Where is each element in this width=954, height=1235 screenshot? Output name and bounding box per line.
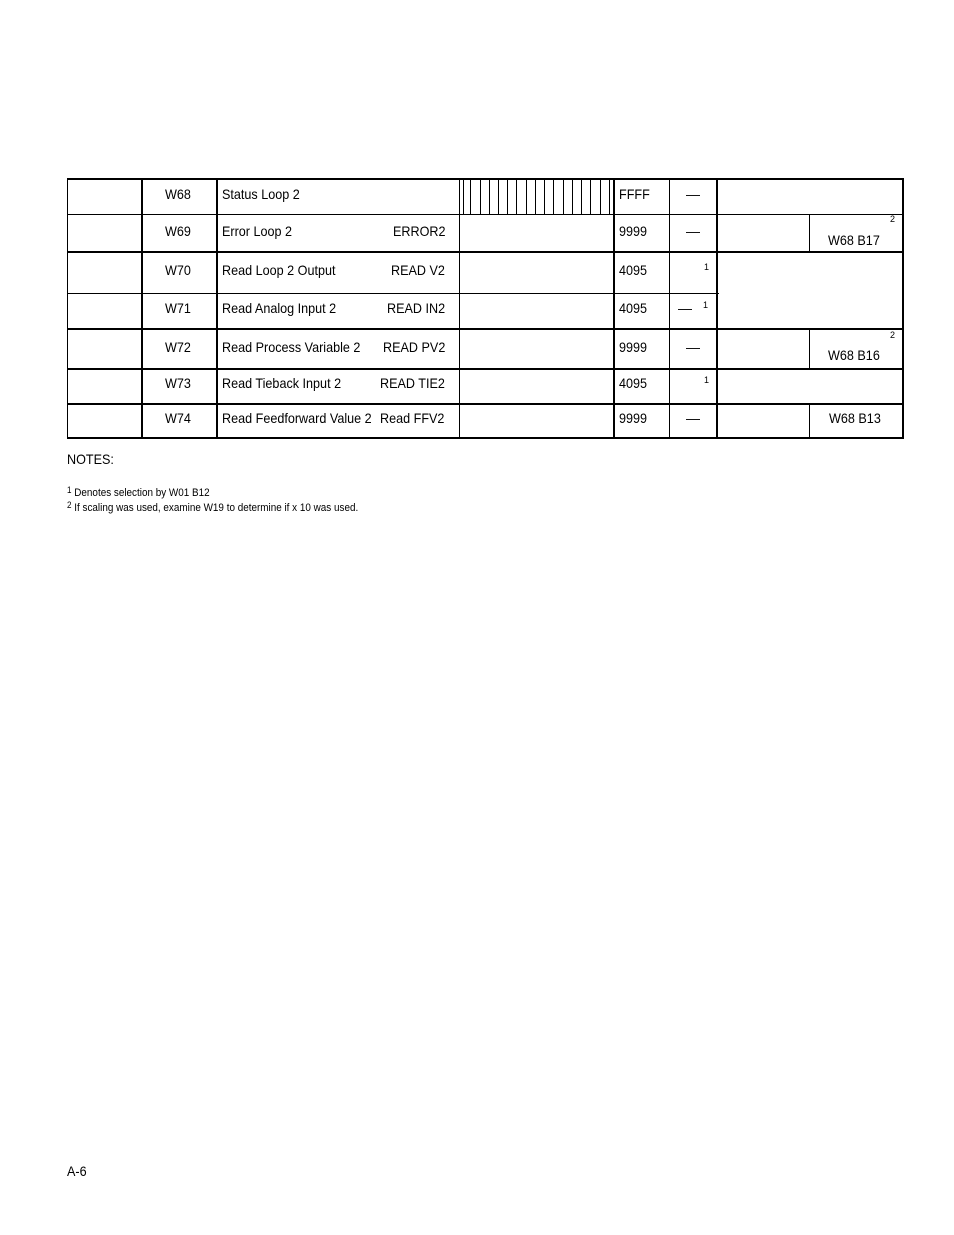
word-address: W71 <box>165 300 191 316</box>
dash-value: –– <box>686 223 701 239</box>
max-value: 9999 <box>619 339 648 355</box>
footnote-text: Denotes selection by W01 B12 <box>74 487 210 499</box>
max-value: FFFF <box>619 186 650 202</box>
dash-value: –– <box>686 186 701 202</box>
footnote-text: If scaling was used, examine W19 to determine if x 10 was used. <box>74 502 359 514</box>
table-rule <box>716 178 718 439</box>
table-rule <box>67 178 68 439</box>
table-rule <box>67 214 904 215</box>
parameter-description: Read Tieback Input 2 <box>222 375 342 391</box>
parameter-description: Read Loop 2 Output <box>222 262 336 278</box>
dash-value: –– <box>686 410 701 426</box>
footnote-item <box>67 484 210 500</box>
dash-value: –– <box>678 300 693 316</box>
command-mnemonic: READ TIE2 <box>380 375 445 391</box>
max-value: 4095 <box>619 375 648 391</box>
parameter-description: Read Feedforward Value 2 <box>222 410 372 426</box>
parameter-description: Read Analog Input 2 <box>222 300 337 316</box>
footnote-number: 1 <box>67 485 72 495</box>
footnote-marker: 2 <box>890 330 896 340</box>
max-value: 4095 <box>619 300 648 316</box>
table-rule <box>809 214 810 252</box>
status-bit-grid <box>463 179 611 214</box>
page-number: A-6 <box>67 1163 87 1179</box>
word-address: W73 <box>165 375 191 391</box>
parameter-description: Error Loop 2 <box>222 223 293 239</box>
table-rule <box>67 293 719 294</box>
command-mnemonic: READ V2 <box>391 262 445 278</box>
parameter-description: Read Process Variable 2 <box>222 339 361 355</box>
table-rule <box>67 403 904 405</box>
table-rule <box>67 328 904 330</box>
footnote-item <box>67 499 358 515</box>
status-bit-reference: W68 B17 <box>828 232 880 248</box>
word-address: W69 <box>165 223 191 239</box>
max-value: 9999 <box>619 410 648 426</box>
footnote-marker: 2 <box>890 214 896 224</box>
status-bit-reference: W68 B13 <box>829 410 881 426</box>
max-value: 4095 <box>619 262 648 278</box>
footnote-marker: 1 <box>704 262 710 272</box>
word-address: W74 <box>165 410 191 426</box>
word-address: W70 <box>165 262 191 278</box>
footnote-marker: 1 <box>704 375 710 385</box>
table-rule <box>809 329 810 369</box>
max-value: 9999 <box>619 223 648 239</box>
word-address: W68 <box>165 186 191 202</box>
table-rule <box>902 178 904 439</box>
command-mnemonic: READ IN2 <box>387 300 446 316</box>
command-mnemonic: Read FFV2 <box>380 410 445 426</box>
notes-heading: NOTES: <box>67 451 114 467</box>
status-bit-reference: W68 B16 <box>828 347 880 363</box>
footnote-marker: 1 <box>703 300 709 310</box>
table-rule <box>809 403 810 439</box>
word-address: W72 <box>165 339 191 355</box>
table-rule <box>459 178 460 439</box>
table-rule <box>669 178 670 439</box>
table-rule <box>613 178 615 439</box>
parameter-description: Status Loop 2 <box>222 186 300 202</box>
table-rule <box>141 178 143 439</box>
table-rule <box>67 368 904 370</box>
command-mnemonic: READ PV2 <box>383 339 446 355</box>
table-rule <box>67 437 904 439</box>
footnote-number: 2 <box>67 500 72 510</box>
table-rule <box>216 178 218 439</box>
table-rule <box>67 251 904 253</box>
command-mnemonic: ERROR2 <box>393 223 446 239</box>
dash-value: –– <box>686 339 701 355</box>
